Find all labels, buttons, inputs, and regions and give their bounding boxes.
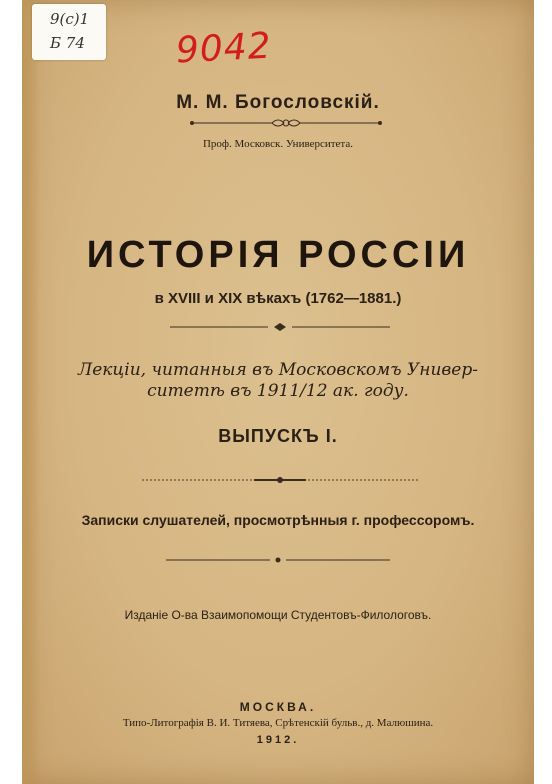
author-affiliation: Проф. Московск. Университета.: [202, 138, 353, 150]
library-stamp-label: [32, 4, 106, 60]
notes-divider-ornament: [166, 556, 390, 564]
issue-number: ВЫПУСКЪ І.: [218, 426, 338, 446]
author-name: М. М. Богословскій.: [176, 92, 380, 113]
lectures-line-2: ситетѣ въ 1911/12 ак. году.: [147, 381, 409, 401]
issue-divider-ornament: [142, 474, 418, 486]
author-flourish-ornament: [186, 116, 386, 130]
notes-statement: Записки слушателей, просмотрѣнныя г. профессоромъ.: [81, 512, 475, 528]
stamp-line-1: 9(с)1: [50, 10, 90, 28]
stamp-line-2: Б 74: [50, 34, 85, 52]
book-title: ИСТОРІЯ РОССІИ: [86, 234, 470, 276]
publisher-line: Изданіе О-ва Взаимопомощи Студентовъ-Филологовъ.: [124, 608, 432, 622]
handwritten-inventory-number: 9042: [174, 25, 273, 72]
imprint-year: 1912.: [256, 734, 300, 746]
book-subtitle: в XVIII и XIX вѣкахъ (1762—1881.): [154, 290, 402, 307]
lectures-line-1: Лекціи, читанныя въ Московскомъ Универ-: [78, 360, 478, 380]
lectures-description: [22, 360, 534, 402]
imprint-printer: Типо-Литографія В. И. Титяева, Срѣтенскій бульв., д. Малюшина.: [122, 717, 434, 729]
subtitle-divider-ornament: [170, 322, 390, 332]
imprint-city: МОСКВА.: [239, 700, 317, 714]
